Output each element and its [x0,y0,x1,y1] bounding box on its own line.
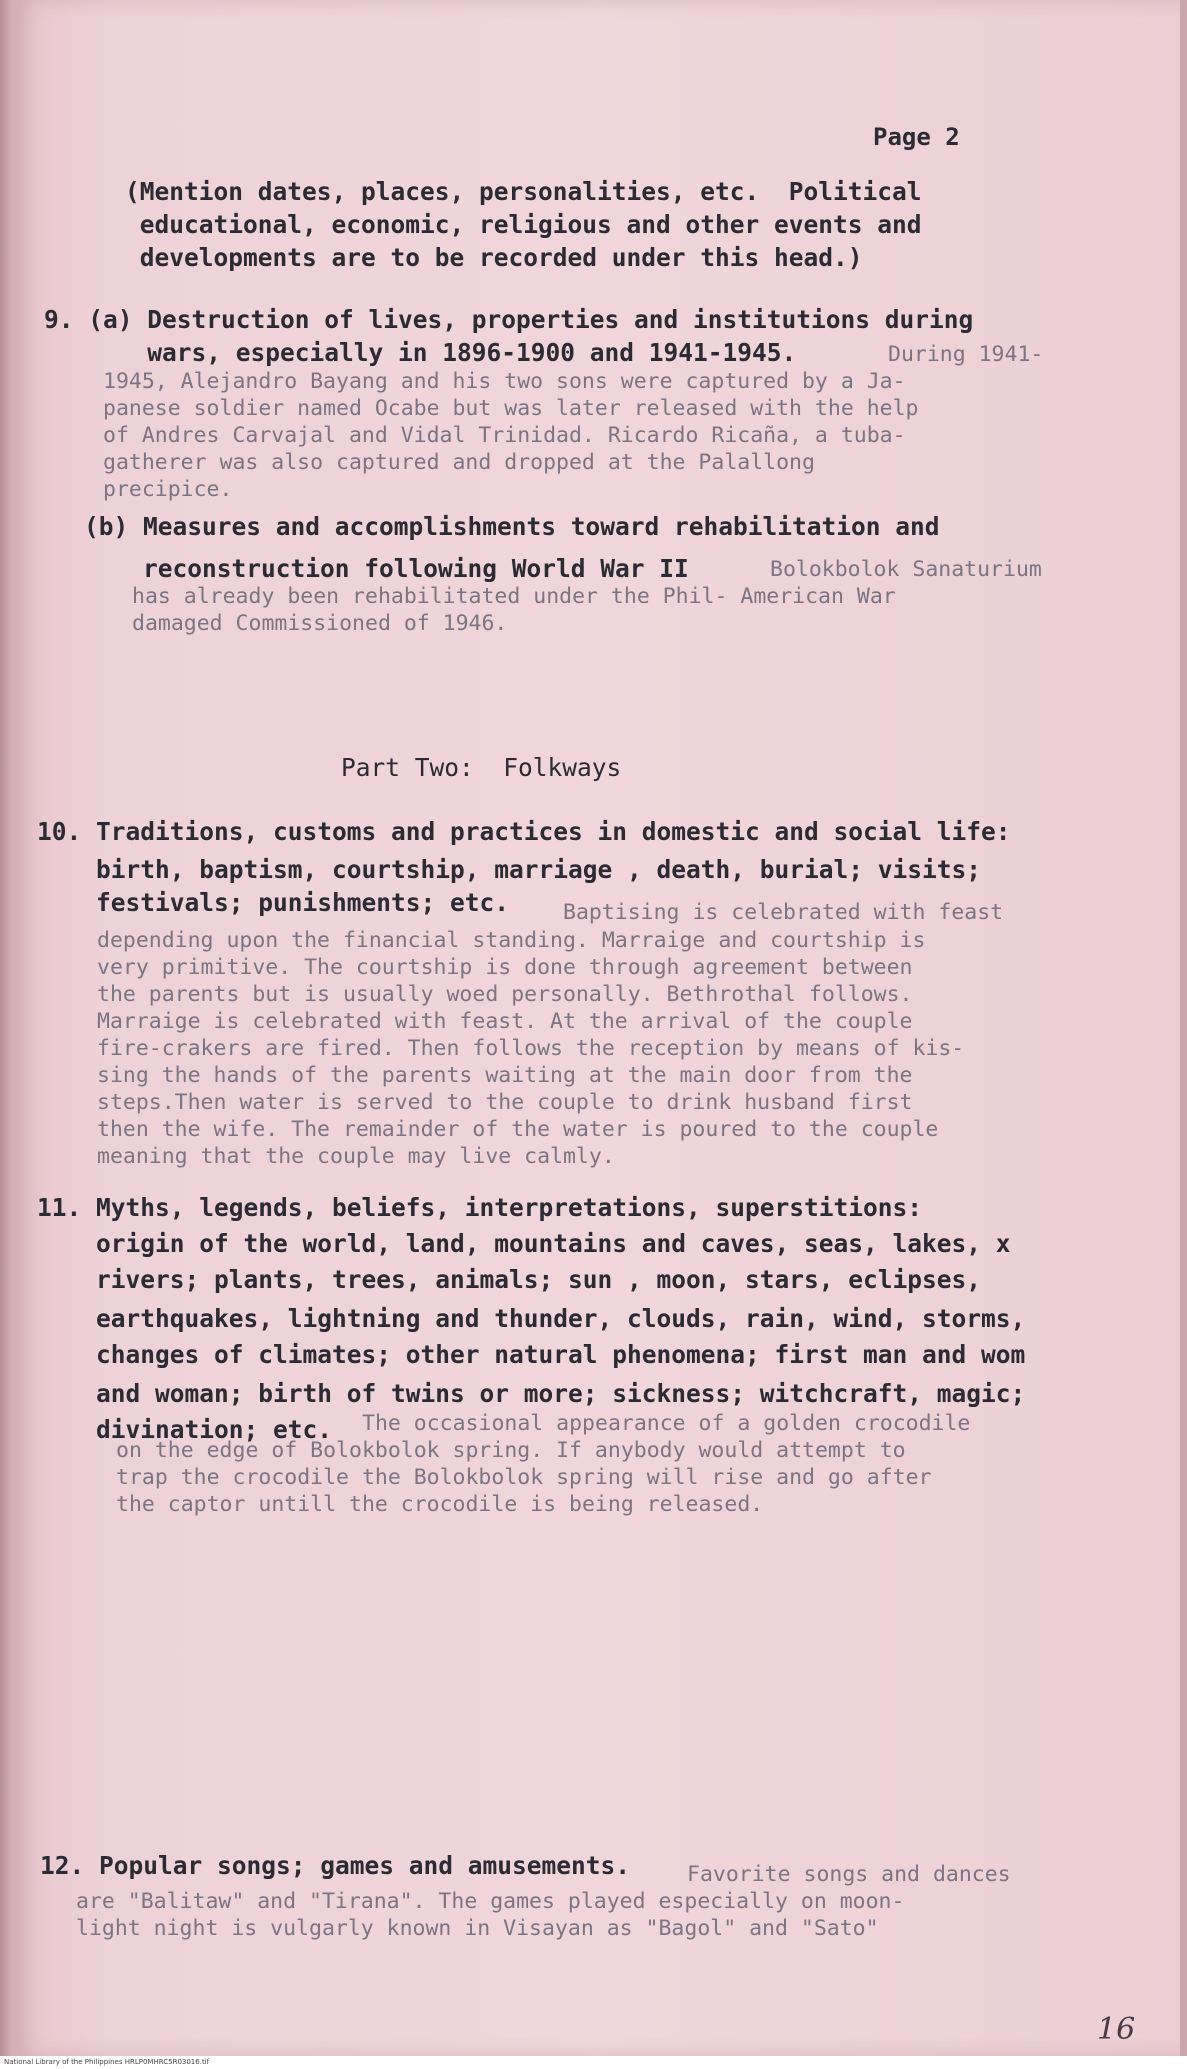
item9b-answer-line-1: has already been rehabilitated under the Phil- American War [132,584,896,609]
item10-answer-line-7: steps.Then water is served to the couple to drink husband first [97,1090,913,1115]
part-two-heading: Part Two: Folkways [341,753,622,782]
item10-answer-line-5: fire-crakers are fired. Then follows the reception by means of kis- [97,1036,965,1061]
item11-header-line-2: origin of the world, land, mountains and caves, seas, lakes, x [37,1229,1011,1258]
intro-line-1: (Mention dates, places, personalities, etc. Political [125,177,922,206]
item12-answer-start: Favorite songs and dances [687,1862,1011,1887]
item10-answer-line-3: the parents but is usually woed personally. Bethrothal follows. [97,982,913,1007]
page-label: Page 2 [873,123,960,151]
item11-answer-line-3: the captor untill the crocodile is being released. [116,1492,764,1517]
item9b-answer-start: Bolokbolok Sanaturium [770,557,1042,582]
intro-line-3: developments are to be recorded under this head.) [125,243,863,272]
item11-header-line-6: and woman; birth of twins or more; sickness; witchcraft, magic; [37,1379,1026,1408]
item10-answer-line-2: very primitive. The courtship is done through agreement between [97,955,913,980]
item12-header: 12. Popular songs; games and amusements. [40,1851,631,1880]
item11-header-line-7: divination; etc. [37,1415,333,1444]
item9a-answer-line-4: gatherer was also captured and dropped at the Palallong [103,450,815,475]
item9b-header-line-2: reconstruction following World War II [84,554,689,583]
item9b-answer-line-2: damaged Commissioned of 1946. [132,611,508,636]
item9a-answer-line-1: 1945, Alejandro Bayang and his two sons were captured by a Ja- [103,369,906,394]
item9a-answer-start: During 1941- [888,342,1044,367]
item11-header-line-5: changes of climates; other natural phenomena; first man and wom [37,1340,1026,1369]
item12-answer-line-2: light night is vulgarly known in Visayan as "Bagol" and "Sato" [76,1916,879,1941]
item9a-answer-line-5: precipice. [103,477,233,502]
item11-header-line-4: earthquakes, lightning and thunder, clouds, rain, wind, storms, [37,1304,1026,1333]
item10-answer-line-9: meaning that the couple may live calmly. [97,1144,615,1169]
item10-header-line-3: festivals; punishments; etc. [37,888,510,917]
item9a-header-line-1: 9. (a) Destruction of lives, properties and institutions during [44,305,974,334]
item9a-answer-line-3: of Andres Carvajal and Vidal Trinidad. Ricardo Ricaña, a tuba- [103,423,906,448]
page-binding-edge [0,0,14,2056]
handwritten-page-number: 16 [1097,2012,1136,2047]
item11-answer-start: The occasional appearance of a golden crocodile [362,1411,971,1436]
item10-answer-line-1: depending upon the financial standing. Marraige and courtship is [97,928,926,953]
item10-answer-start: Baptising is celebrated with feast [563,900,1004,925]
item9b-header-line-1: (b) Measures and accomplishments toward rehabilitation and [84,512,940,541]
item11-answer-line-2: trap the crocodile the Bolokbolok spring will rise and go after [116,1465,932,1490]
item9a-header-line-2: wars, especially in 1896-1900 and 1941-1945. [44,338,797,367]
intro-line-2: educational, economic, religious and other events and [125,210,922,239]
item11-header-line-1: 11. Myths, legends, beliefs, interpretations, superstitions: [37,1193,923,1222]
item10-answer-line-8: then the wife. The remainder of the water is poured to the couple [97,1117,939,1142]
item9a-answer-line-2: panese soldier named Ocabe but was later released with the help [103,396,919,421]
scan-footer-text: National Library of the Philippines HRLP0MHRC5R03016.tif [4,2058,210,2066]
item11-answer-line-1: on the edge of Bolokbolok spring. If anybody would attempt to [116,1438,906,1463]
item10-header-line-1: 10. Traditions, customs and practices in domestic and social life: [37,817,1011,846]
item12-answer-line-1: are "Balitaw" and "Tirana". The games played especially on moon- [76,1889,905,1914]
item10-answer-line-6: sing the hands of the parents waiting at the main door from the [97,1063,913,1088]
item11-header-line-3: rivers; plants, trees, animals; sun , moon, stars, eclipses, [37,1265,982,1294]
item10-answer-line-4: Marraige is celebrated with feast. At the arrival of the couple [97,1009,913,1034]
item10-header-line-2: birth, baptism, courtship, marriage , death, burial; visits; [37,855,982,884]
